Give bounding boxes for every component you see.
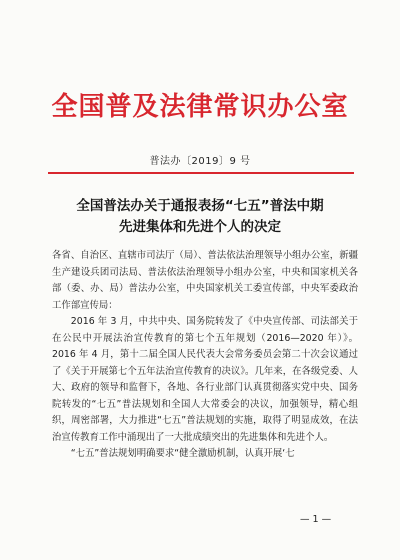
document-heading	[40, 196, 360, 238]
red-divider-line	[48, 172, 354, 174]
document-body	[52, 248, 358, 463]
document-heading-line-1: 全国普法办关于通报表扬“七五”普法中期	[76, 198, 324, 214]
body-paragraph-2: “七五”普法规划明确要求“健全激励机制，认真开展‘七	[70, 448, 295, 459]
body-paragraph-1: 2016 年 3 月，中共中央、国务院转发了《中央宣传部、司法部关于在公民中开展法治宣传教育的第七个五年规划（2016—2020 年）》。2016 年 4 月，第十二届全国人民代表大会常务委员会第二十次会议通过了《关于开展第七个五年法治宣传教育的决议》。几年来，在各级党委、人大、政府的领导和监督下，各地、各行业部门认真贯彻落实党中央、国务院转发的“七五”普法规划和全国人大常委会的决议，加强领导，精心组织，周密部署，大力推进“七五”普法规划的实施，取得了明显成效，在法治宣传教育工作中涌现出了一大批成绩突出的先进集体和先进个人。	[52, 316, 358, 443]
document-heading-line-2: 先进集体和先进个人的决定	[119, 219, 281, 235]
document-number: 普法办〔2019〕9 号	[149, 156, 251, 167]
addressees-paragraph: 各省、自治区、直辖市司法厅（局）、普法依法治理领导小组办公室，新疆生产建设兵团司法局、普法依法治理领导小组办公室，中央和国家机关各部（委、办、局）普法办公室，中央国家机关工委宣传部，中央军委政治工作部宣传局：	[52, 250, 358, 311]
page-number: — 1 —	[300, 514, 332, 525]
issuing-office-title: 全国普及法律常识办公室	[51, 92, 349, 122]
